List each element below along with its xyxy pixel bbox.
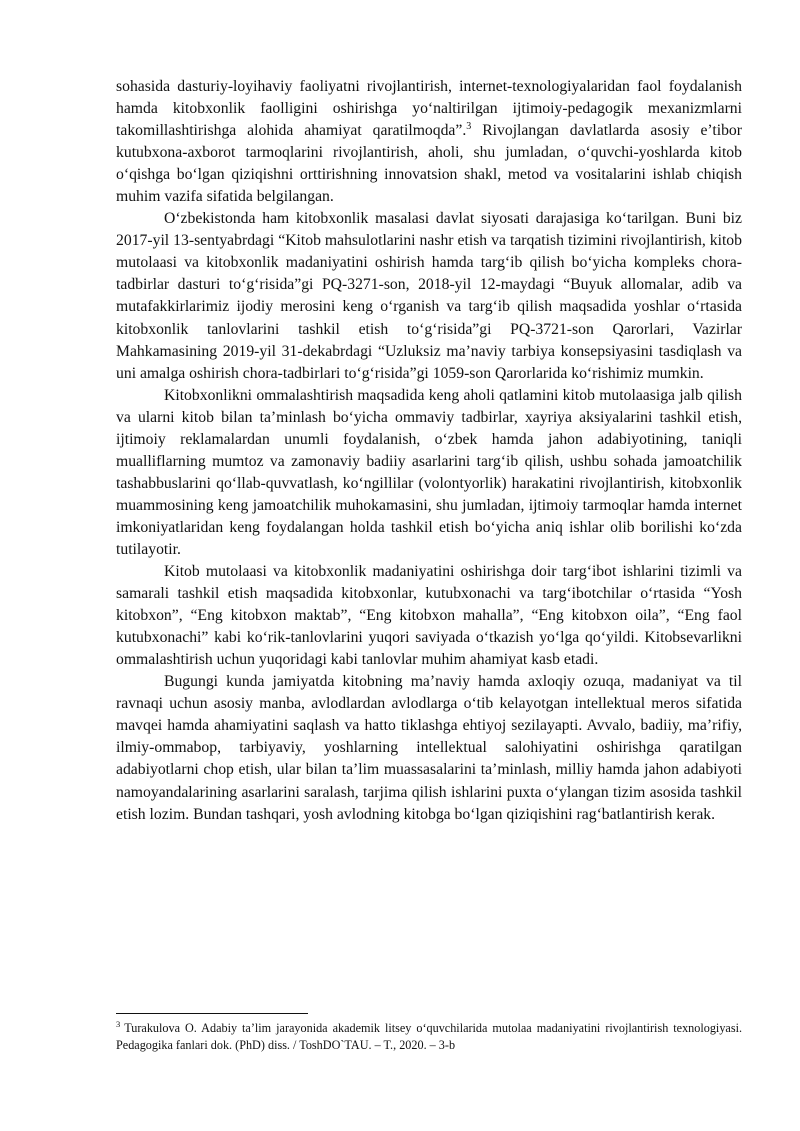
paragraph-1	[116, 76, 742, 208]
paragraph-2: O‘zbekistonda ham kitobxonlik masalasi davlat siyosati darajasiga ko‘tarilgan. Buni biz 2017-yil 13-sentyabrdagi “Kitob mahsulotlarini nashr etish va tarqatish tizimini rivojlantirish, kitob mutolaasi va kitobxonlik madaniyatini oshirish hamda targ‘ib qilish bo‘yicha kompleks chora-tadbirlar dasturi to‘g‘risida”gi PQ-3271-son, 2018-yil 12-maydagi “Buyuk allomalar, adib va mutafakkirlarimiz ijodiy merosini keng o‘rganish va targ‘ib qilish maqsadida yoshlar o‘rtasida kitobxonlik tanlovlarini tashkil etish to‘g‘risida”gi PQ-3721-son Qarorlari, Vazirlar Mahkamasining 2019-yil 31-dekabrdagi “Uzluksiz ma’naviy tarbiya konsepsiyasini tasdiqlash va uni amalga oshirish chora-tadbirlari to‘g‘risida”gi 1059-son Qarorlarida ko‘rishimiz mumkin.	[116, 210, 742, 382]
footnote-number: 3	[116, 1018, 121, 1029]
paragraph-1-text: sohasida dasturiy-loyihaviy faoliyatni rivojlantirish, internet-texnologiyalaridan faol foydalanish hamda kitobxonlik faolligini oshirishga yo‘naltirilgan ijtimoiy-pedagogik mexanizmlarni takomillashtirishga alohida ahamiyat qaratilmoqda”.	[116, 78, 742, 140]
footnote	[116, 1020, 742, 1054]
footnote-reference[interactable]: 3	[466, 120, 472, 132]
paragraph-5: Bugungi kunda jamiyatda kitobning ma’naviy hamda axloqiy ozuqa, madaniyat va til ravnaqi uchun asosiy manba, avlodlardan avlodlarga o‘tib kelayotgan intellektual meros sifatida mavqei hamda ahamiyatini saqlash va hatto tiklashga ehtiyoj sezilayapti. Avvalo, badiiy, ma’rifiy, ilmiy-ommabop, tarbiyaviy, yoshlarning intellektual salohiyatini oshirishga qaratilgan adabiyotlarni chop etish, ular bilan ta’lim muassasalarini ta’minlash, milliy hamda jahon adabiyoti namoyandalarining asarlarini saralash, tarjima qilish ishlarini puxta o‘ylangan tizim asosida tashkil etish lozim. Bundan tashqari, yosh avlodning kitobga bo‘lgan qiziqishini rag‘batlantirish kerak.	[116, 673, 742, 823]
footnote-separator	[116, 1013, 308, 1014]
paragraph-4: Kitob mutolaasi va kitobxonlik madaniyatini oshirishga doir targ‘ibot ishlarini tizimli va samarali tashkil etish maqsadida kitobxonlar, kutubxonachi va targ‘ibotchilar o‘rtasida “Yosh kitobxon”, “Eng kitobxon maktab”, “Eng kitobxon mahalla”, “Eng kitobxon oila”, “Eng faol kutubxonachi” kabi ko‘rik-tanlovlarini yuqori saviyada o‘tkazish yo‘lga qo‘yildi. Kitobsevarlikni ommalashtirish uchun yuqoridagi kabi tanlovlar muhim ahamiyat kasb etadi.	[116, 563, 742, 669]
paragraph-3: Kitobxonlikni ommalashtirish maqsadida keng aholi qatlamini kitob mutolaasiga jalb qilish va ularni kitob bilan ta’minlash bo‘yicha ommaviy tadbirlar, xayriya aksiyalarini tashkil etish, ijtimoiy reklamalardan unumli foydalanish, o‘zbek hamda jahon adabiyotining, taniqli mualliflarning mumtoz va zamonaviy badiiy asarlarini targ‘ib qilish, ushbu sohada jamoatchilik tashabbuslarini qo‘llab-quvvatlash, ko‘ngillilar (volontyorlik) harakatini rivojlantirish, kitobxonlik muammosining keng jamoatchilik muhokamasini, shu jumladan, ijtimoiy tarmoqlar hamda internet imkoniyatlaridan keng foydalangan holda tashkil etish bo‘yicha aniq ishlar olib borilishi ko‘zda tutilayotir.	[116, 386, 742, 558]
paragraph-1-continuation: Rivojlangan davlatlarda asosiy e’tibor kutubxona-axborot tarmoqlarini rivojlantirish, aholi, shu jumladan, o‘quvchi-yoshlarda kitob o‘qishga bo‘lgan qiziqishni orttirishning innovatsion shakl, metod va vositalarini ishlab chiqish muhim vazifa sifatida belgilangan.	[116, 122, 743, 206]
footnote-text: Turakulova O. Adabiy ta’lim jarayonida akademik litsey o‘quvchilarida mutolaa madaniyatini rivojlantirish texnologiyasi. Pedagogika fanlari dok. (PhD) diss. / ToshDO`TAU. – T., 2020. – 3-b	[116, 1021, 742, 1052]
body-text	[116, 76, 742, 826]
